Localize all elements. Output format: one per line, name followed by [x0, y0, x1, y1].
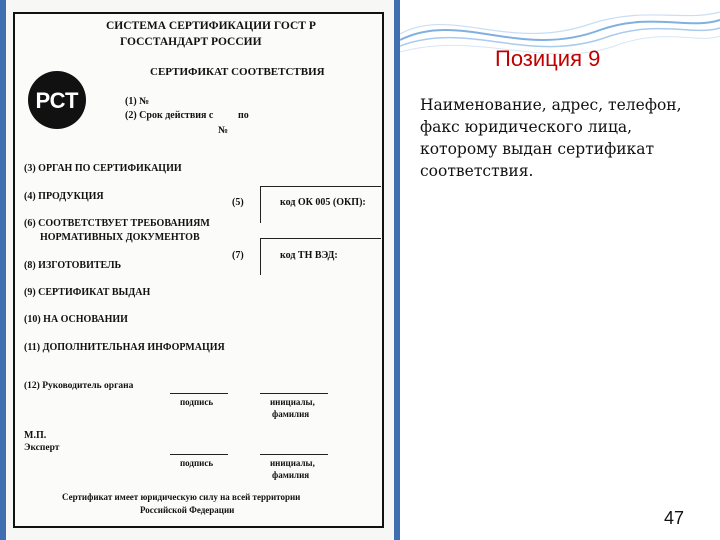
initials-label-2a: инициалы, — [270, 458, 315, 468]
signature-label-2: подпись — [180, 458, 214, 468]
initials-label-2b: фамилия — [272, 470, 310, 480]
signature-line-2 — [170, 454, 228, 455]
field-7-code: код ТН ВЭД: — [280, 250, 338, 261]
slide-description: Наименование, адрес, телефон, факс юридического лица, которому выдан сертификат соответствия. — [420, 96, 682, 180]
field-2-po: по — [238, 110, 249, 121]
doc-header-line1: СИСТЕМА СЕРТИФИКАЦИИ ГОСТ Р — [106, 20, 316, 32]
field-1: (1) № — [125, 96, 150, 107]
initials-line-2 — [260, 454, 328, 455]
field-3: (3) ОРГАН ПО СЕРТИФИКАЦИИ — [24, 163, 182, 174]
field-12: (12) Руководитель органа — [24, 381, 134, 391]
svg-text:РСТ: РСТ — [35, 88, 79, 113]
initials-line-1 — [260, 393, 328, 394]
slide-title: Позиция 9 — [495, 46, 601, 71]
footer-line1: Сертификат имеет юридическую силу на всей территории — [62, 492, 301, 502]
field-7: (7) — [232, 250, 244, 261]
field-9: (9) СЕРТИФИКАТ ВЫДАН — [24, 287, 151, 298]
expert-label: Эксперт — [24, 443, 60, 453]
field-6-line2: НОРМАТИВНЫХ ДОКУМЕНТОВ — [40, 232, 200, 243]
initials-label-1b: фамилия — [272, 409, 310, 419]
doc-header-line2: ГОССТАНДАРТ РОССИИ — [120, 36, 262, 48]
stamp-mp: М.П. — [24, 430, 47, 441]
rst-logo-icon — [27, 70, 87, 130]
field-5-code: код ОК 005 (ОКП): — [280, 197, 366, 208]
page-number: 47 — [664, 508, 685, 528]
field-2: (2) Срок действия с — [125, 110, 214, 121]
initials-label-1a: инициалы, — [270, 397, 315, 407]
field-8: (8) ИЗГОТОВИТЕЛЬ — [24, 260, 122, 271]
field-4: (4) ПРОДУКЦИЯ — [24, 191, 104, 202]
signature-line-1 — [170, 393, 228, 394]
doc-title: СЕРТИФИКАТ СООТВЕТСТВИЯ — [150, 66, 325, 78]
field-11: (11) ДОПОЛНИТЕЛЬНАЯ ИНФОРМАЦИЯ — [24, 342, 225, 353]
footer-line2: Российской Федерации — [140, 505, 235, 515]
field-5: (5) — [232, 197, 244, 208]
field-6-line1: (6) СООТВЕТСТВУЕТ ТРЕБОВАНИЯМ — [24, 218, 210, 229]
field-10: (10) НА ОСНОВАНИИ — [24, 314, 128, 325]
field-2-number: № — [218, 125, 229, 136]
signature-label-1: подпись — [180, 397, 214, 407]
slide-content — [400, 0, 720, 540]
